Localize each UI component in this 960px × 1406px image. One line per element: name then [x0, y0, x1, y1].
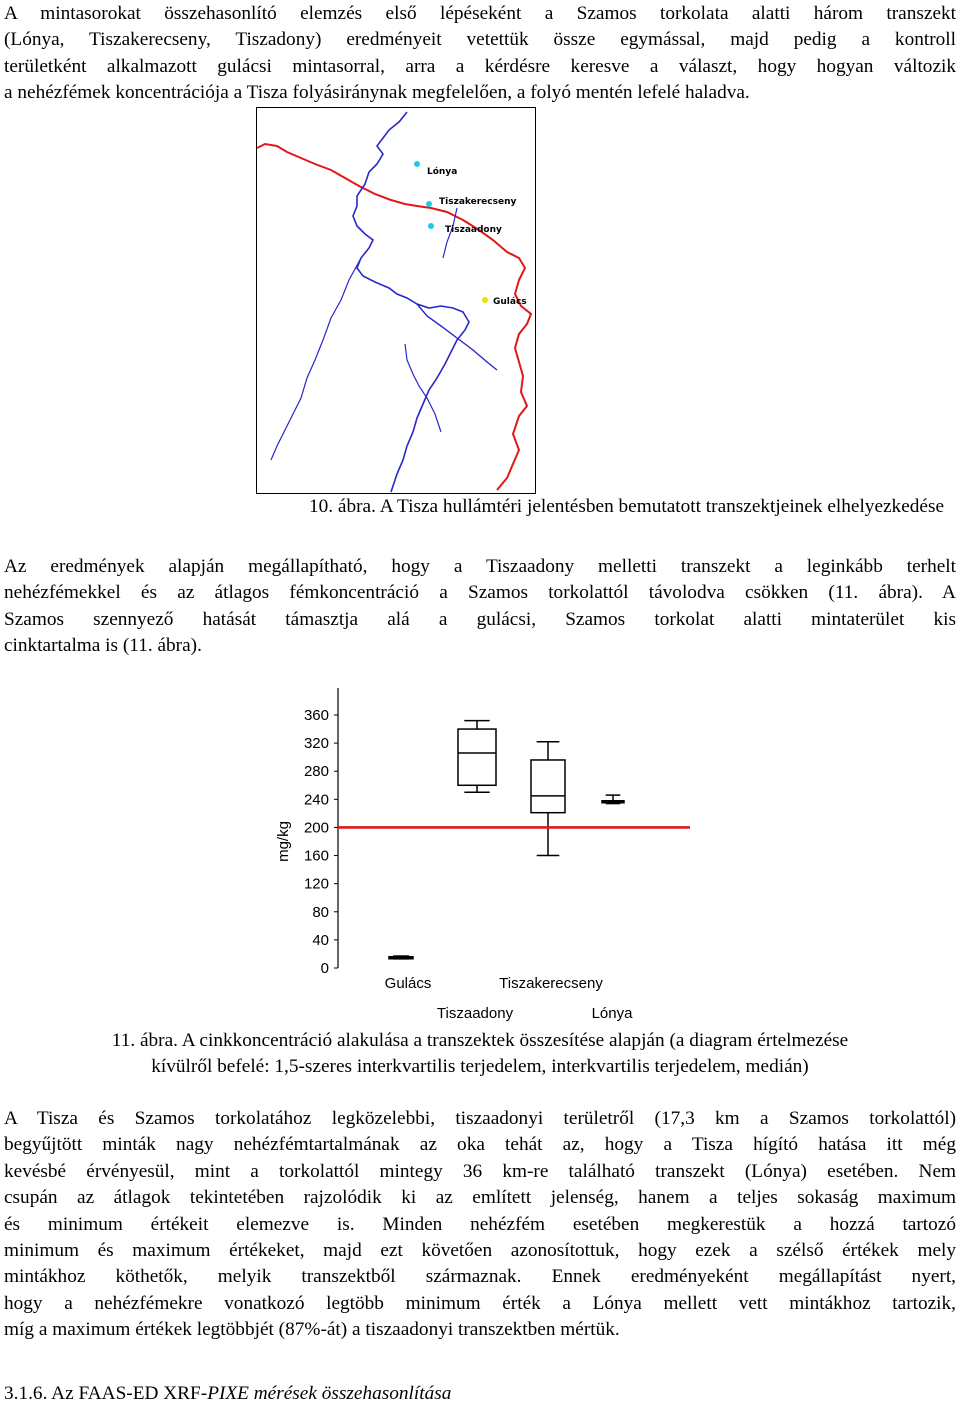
sample-point-tiszaadony	[428, 223, 434, 229]
text-line: csupán az átlagok tekintetében rajzolódik ki az említett jelenség, hanem a teljes sokaság maximum	[4, 1187, 956, 1209]
text-line: cinktartalma is (11. ábra).	[4, 635, 202, 657]
figure-11-caption-line: kívülről befelé: 1,5-szeres interkvartilis terjedelem, interkvartilis terjedelem, medián)	[151, 1056, 809, 1077]
text-line: míg a maximum értékek legtöbbjét (87%-át) a tiszaadonyi transzektben mértük.	[4, 1319, 620, 1341]
text-line: A Tisza és Szamos torkolatához legközelebbi, tiszaadonyi területről (17,3 km a Szamos torkolattól)	[4, 1108, 956, 1129]
boxes	[338, 721, 690, 959]
discussion-paragraph	[4, 1106, 956, 1344]
boxplot-svg	[270, 684, 690, 1024]
river-tributary	[405, 344, 441, 432]
category-label: Tiszaadony	[436, 1005, 514, 1022]
section-heading-italic: PIXE mérések összehasonlítása	[207, 1383, 452, 1404]
text-line: Szamos szennyező hatását támasztja alá a gulácsi, Szamos torkolat alatti mintaterület kis	[4, 608, 956, 630]
intro-paragraph	[4, 1, 956, 107]
y-tick-label: 320	[303, 735, 329, 753]
sample-point-tiszakerecseny	[426, 201, 432, 207]
y-axis-label: mg/kg	[275, 821, 292, 862]
category-label: Lónya	[591, 1005, 633, 1022]
hungary-border	[257, 144, 531, 490]
y-tick-label: 80	[312, 903, 329, 921]
y-tick-label: 40	[312, 931, 329, 949]
box-iqr	[531, 760, 565, 813]
figure-10-number: 10. ábra.	[309, 496, 376, 517]
text-line: Az eredmények alapján megállapítható, hogy a Tiszaadony melletti transzekt a leginkább terhelt	[4, 556, 956, 577]
category-label: Gulács	[384, 975, 432, 992]
box-tiszaadony	[458, 721, 496, 793]
map-label-lonya: Lónya	[427, 167, 458, 177]
text-line: a nehézfémek koncentrációja a Tisza folyásiránynak megfelelően, a folyó mentén lefelé haladva.	[4, 82, 750, 104]
text-line: (Lónya, Tiszakerecseny, Tiszadony) eredményeit vetettük össze egymással, majd pedig a kontroll	[4, 29, 956, 51]
text-line: mintákhoz köthetők, melyik transzektből származnak. Ennek eredményeként megállapítást nyert,	[4, 1266, 956, 1288]
y-tick-label: 280	[303, 763, 329, 781]
box-gulács	[389, 956, 413, 959]
river-szamos	[417, 304, 497, 370]
sample-point-gulacs	[482, 297, 488, 303]
zinc-boxplot-chart	[270, 684, 690, 1029]
figure-11-caption-line: 11. ábra. A cinkkoncentráció alakulása a transzektek összesítése alapján (a diagram értelmezése	[111, 1030, 849, 1051]
text-line: hogy a nehézfémekre vonatkozó legtöbb minimum érték a Lónya mellett vett mintákhoz tartozik,	[4, 1292, 956, 1314]
text-line: minimum és maximum értékeket, majd ezt követően azonosítottuk, hogy ezek a szélső értékek mely	[4, 1240, 956, 1262]
y-tick-label: 360	[303, 707, 329, 724]
map-label-tiszakerecseny: Tiszakerecseny	[439, 197, 517, 207]
y-tick-label: 240	[303, 791, 329, 809]
transect-map	[256, 107, 536, 494]
figure-11-caption	[4, 1028, 956, 1080]
section-heading-number: 3.1.6. Az FAAS-ED XRF-	[4, 1383, 208, 1404]
figure-10-text: A Tisza hullámtéri jelentésben bemutatott transzektjeinek elhelyezkedése	[379, 496, 945, 517]
box-lónya	[602, 795, 624, 803]
text-line: területként alkalmazott gulácsi mintasorral, arra a kérdésre keresve a választ, hogy hogyan változik	[4, 55, 956, 77]
y-tick-label: 160	[303, 847, 329, 865]
text-line: és minimum értékeit elemezve is. Minden nehézfém esetében megkerestük a hozzá tartozó	[4, 1213, 956, 1235]
map-label-gulacs: Gulács	[493, 297, 527, 307]
text-line: nehézfémekkel és az átlagos fémkoncentráció a Szamos torkolattól távolodva csökken (11. ábra). A	[4, 582, 956, 604]
results-paragraph	[4, 554, 956, 660]
text-line: begyűjtött minták nagy nehézfémtartalmának az oka tehát az, hogy a Tisza hígító hatása itt még	[4, 1134, 956, 1156]
section-heading	[4, 1382, 451, 1406]
y-tick-label: 120	[303, 875, 329, 893]
text-line: kevésbé érvényesül, mint a torkolattól mintegy 36 km-re található transzekt (Lónya) esetében. Nem	[4, 1160, 956, 1182]
map-drawing	[257, 108, 535, 493]
box-iqr	[458, 729, 496, 785]
figure-10-caption	[309, 494, 944, 520]
box-tiszakerecseny	[531, 742, 565, 856]
category-label: Tiszakerecseny	[499, 975, 603, 992]
y-axis	[304, 688, 338, 977]
text-line: A mintasorokat összehasonlító elemzés első lépéseként a Szamos torkolata alatti három transzekt	[4, 3, 956, 24]
sample-point-lonya	[414, 161, 420, 167]
category-labels	[385, 975, 633, 1022]
y-tick-label: 0	[320, 960, 329, 977]
y-tick-label: 200	[303, 819, 329, 837]
map-label-tiszaadony: Tiszaadony	[445, 225, 502, 235]
